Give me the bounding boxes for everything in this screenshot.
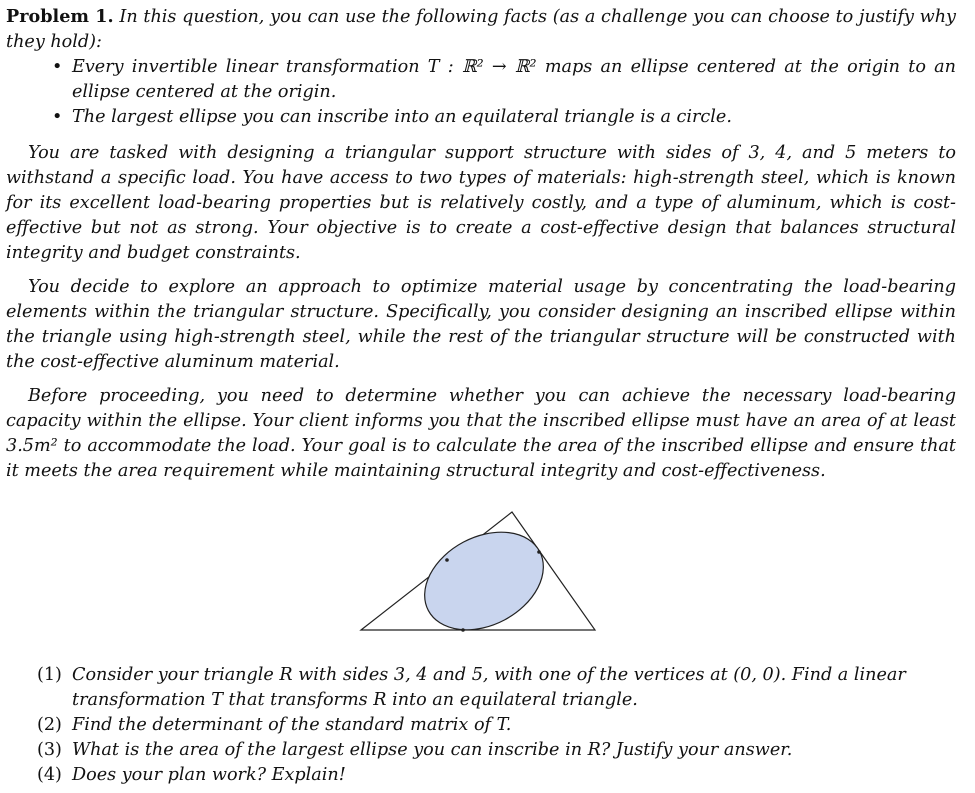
paragraph-requirement: Before proceeding, you need to determine whether you can achieve the necessary load-bearing capacity within the ellipse. Your client informs you that the inscribed ellipse must have an area of at least 3.5m² to accommodate the load. Your goal is to calculate the area of the inscribed ellipse and ensure that it meets the area requirement while maintaining structural integrity and cost-effectiveness. (6, 386, 956, 481)
tangent-point (461, 628, 465, 632)
tangent-point (445, 558, 449, 562)
question-number: (3) (37, 740, 62, 760)
questions-list (6, 663, 956, 788)
question-number: (1) (37, 665, 62, 685)
question-text: What is the area of the largest ellipse you can inscribe in R? Justify your answer. (72, 740, 793, 760)
question-number: (2) (37, 715, 62, 735)
triangle-ellipse-figure (357, 508, 599, 634)
paragraph-task: You are tasked with designing a triangular support structure with sides of 3, 4, and 5 meters to withstand a specific load. You have access to two types of materials: high-strength steel, which is known for its excellent load-bearing properties but is relatively costly, and a type of aluminum, which is cost-effective but not as strong. Your objective is to create a cost-effective design that balances structural integrity and budget constraints. (6, 143, 956, 263)
fact-item: • The largest ellipse you can inscribe into an equilateral triangle is a circle. (72, 105, 956, 130)
question-item (6, 663, 956, 713)
question-text: Find the determinant of the standard matrix of T. (72, 715, 512, 735)
problem-text (6, 4, 956, 484)
question-item (6, 763, 956, 788)
fact-item: • Every invertible linear transformation T : ℝ² → ℝ² maps an ellipse centered at the origin to an ellipse centered at the origin. (72, 55, 956, 105)
facts-list (6, 55, 956, 130)
tangent-point (537, 550, 541, 554)
paragraph-approach: You decide to explore an approach to optimize material usage by concentrating the load-bearing elements within the triangular structure. Specifically, you consider designing an inscribed ellipse within the triangle using high-strength steel, while the rest of the triangular structure will be constructed with the cost-effective aluminum material. (6, 277, 956, 372)
question-text: Does your plan work? Explain! (72, 765, 346, 785)
problem-intro (6, 4, 956, 55)
question-number: (4) (37, 765, 62, 785)
question-item (6, 713, 956, 738)
problem-title: Problem 1. (6, 6, 114, 27)
intro-text: In this question, you can use the following facts (as a challenge you can choose to justify why they hold): (6, 7, 956, 52)
question-item (6, 738, 956, 763)
inscribed-ellipse (408, 513, 561, 634)
question-text: Consider your triangle R with sides 3, 4 and 5, with one of the vertices at (0, 0). Find a linear transformation T that transforms R into an equilateral triangle. (72, 665, 906, 710)
